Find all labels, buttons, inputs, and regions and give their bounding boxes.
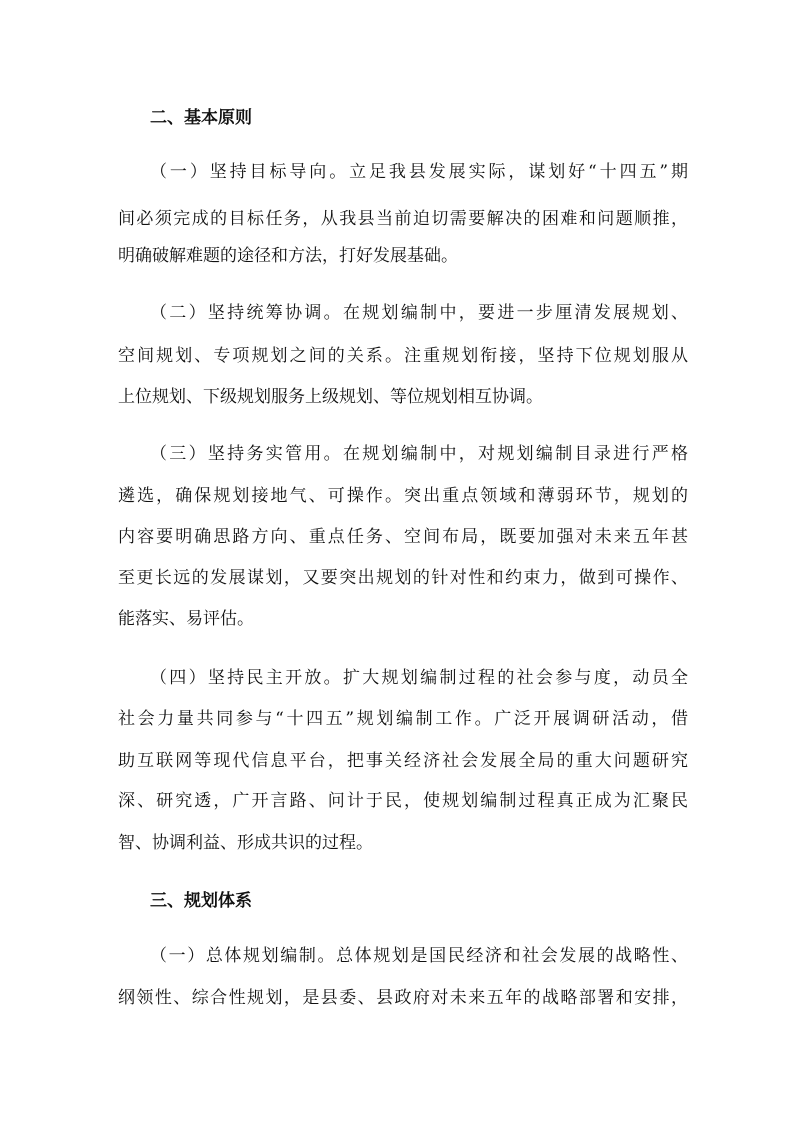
paragraph-line: 智、协调利益、形成共识的过程。 <box>118 833 373 853</box>
paragraph-line: （三）坚持务实管用。在规划编制中，对规划编制目录进行严格 <box>150 444 688 464</box>
paragraph-line: 内容要明确思路方向、重点任务、空间布局，既要加强对未来五年甚 <box>118 527 688 547</box>
paragraph-line: （二）坚持统筹协调。在规划编制中，要进一步厘清发展规划、 <box>150 303 688 323</box>
paragraph-line: （一）总体规划编制。总体规划是国民经济和社会发展的战略性、 <box>150 946 688 966</box>
section-heading: 二、基本原则 <box>150 108 252 128</box>
paragraph-line: 明确破解难题的途径和方法，打好发展基础。 <box>118 246 458 266</box>
paragraph-line: 上位规划、下级规划服务上级规划、等位规划相互协调。 <box>118 387 543 407</box>
paragraph-line: 遴选，确保规划接地气、可操作。突出重点领域和薄弱环节，规划的 <box>118 486 688 506</box>
paragraph-line: 间必须完成的目标任务，从我县当前迫切需要解决的困难和问题顺推， <box>118 209 688 229</box>
paragraph-line: 助互联网等现代信息平台，把事关经济社会发展全局的重大问题研究 <box>118 751 688 771</box>
paragraph-line: （四）坚持民主开放。扩大规划编制过程的社会参与度，动员全 <box>150 668 688 688</box>
paragraph-line: 深、研究透，广开言路、问计于民，使规划编制过程真正成为汇聚民 <box>118 791 688 811</box>
paragraph-line: 社会力量共同参与“十四五”规划编制工作。广泛开展调研活动，借 <box>118 709 688 729</box>
paragraph-line: 能落实、易评估。 <box>118 609 254 629</box>
paragraph-line: 至更长远的发展谋划，又要突出规划的针对性和约束力，做到可操作、 <box>118 568 688 588</box>
paragraph-line: 纲领性、综合性规划，是县委、县政府对未来五年的战略部署和安排， <box>118 988 688 1008</box>
section-heading: 三、规划体系 <box>150 891 252 911</box>
paragraph-line: （一）坚持目标导向。立足我县发展实际，谋划好“十四五”期 <box>150 162 688 182</box>
paragraph-line: 空间规划、专项规划之间的关系。注重规划衔接，坚持下位规划服从 <box>118 346 688 366</box>
